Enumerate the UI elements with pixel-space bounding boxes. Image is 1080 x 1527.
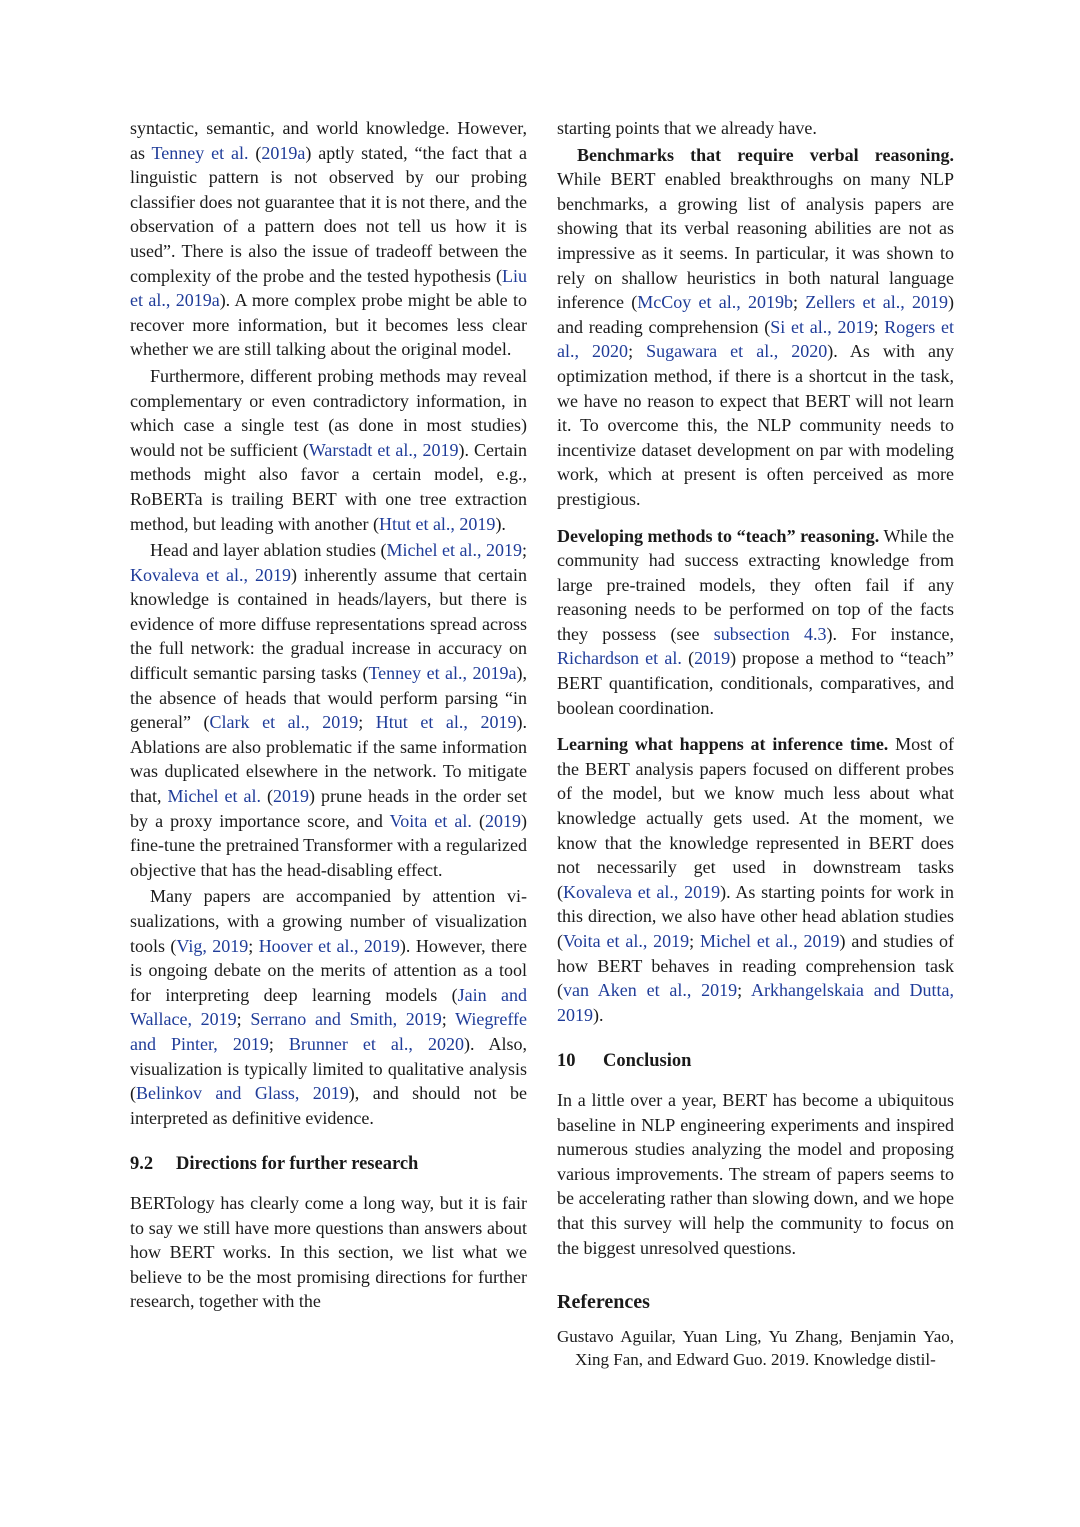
text: ), and should not be interpreted as definitive evidence. bbox=[130, 1083, 527, 1128]
text: syntactic, semantic, and world knowledge. However, as bbox=[130, 118, 527, 163]
text: ). bbox=[593, 1004, 604, 1025]
citation-link[interactable]: Michel et al. bbox=[167, 786, 262, 807]
citation-link[interactable]: Htut et al., 2019 bbox=[375, 712, 517, 733]
citation-link[interactable]: van Aken et al., 2019 bbox=[563, 980, 738, 1001]
text: ( bbox=[471, 810, 485, 831]
text: BERTology has clearly come a long way, but it is fair to say we still have more questions than answers about how BERT works. In this section, we list what we believe to be the most promising directions for further research, together with the bbox=[130, 1192, 527, 1312]
text: While BERT enabled breakthroughs on many NLP benchmarks, a growing list of analysis papers are showing that its verbal reasoning abilities are not as impressive as it seems. In particular, it was shown to rely on shallow heuristics in both natural language inference ( bbox=[557, 169, 954, 313]
text: ). As with any optimization method, if there is a shortcut in the task, we have no reason to expect that BERT will not learn it. To overcome this, the NLP community needs to incentivize dataset development on par with modeling work, which at present is often perceived as more prestigious. bbox=[557, 341, 954, 509]
citation-link[interactable]: Arkhangelskaia and Dutta, 2019 bbox=[557, 980, 954, 1025]
paragraph-conclusion bbox=[557, 1088, 954, 1260]
citation-link[interactable]: Zellers et al., 2019 bbox=[805, 292, 948, 313]
text: starting points that we already have. bbox=[557, 118, 817, 138]
citation-link[interactable]: Rogers et al., 2020 bbox=[557, 316, 954, 362]
paragraph-benchmarks bbox=[557, 143, 954, 512]
text: ). bbox=[495, 513, 506, 534]
text: ), the absence of heads that would perform parsing “in general” ( bbox=[130, 663, 527, 733]
text: ; bbox=[441, 1009, 456, 1030]
text: ) fine-tune the pretrained Transformer with a regularized objective that has the head-disabling effect. bbox=[130, 810, 527, 880]
citation-link[interactable]: Voita et al. bbox=[389, 810, 472, 831]
text: ). As starting points for work in this direction, we also have other head ablation studies ( bbox=[557, 881, 954, 951]
citation-link[interactable]: Htut et al., 2019 bbox=[378, 513, 496, 534]
paragraph-starting-points bbox=[557, 116, 954, 141]
section-number: 9.2 bbox=[130, 1154, 154, 1175]
paragraph-bertology bbox=[130, 1191, 527, 1314]
text: ; bbox=[248, 935, 259, 956]
citation-link[interactable]: Voita et al., 2019 bbox=[563, 931, 690, 951]
text: ) and studies of how BERT behaves in reading comprehension task ( bbox=[557, 931, 954, 1001]
citation-link[interactable]: 2019a bbox=[261, 142, 306, 163]
citation-link[interactable]: 2019 bbox=[694, 648, 731, 669]
citation-link[interactable]: Kovaleva et al., 2019 bbox=[130, 564, 292, 585]
text: While the community had success extracting knowledge from large pre-trained models, they often fail if any reasoning needs to be performed on top of the facts they possess (see bbox=[557, 525, 954, 644]
text: ). However, there is ongoing debate on the merits of attention as a tool for interpreting deep learning models ( bbox=[130, 935, 527, 1005]
text: ). Certain methods might also favor a certain model, e.g., RoBERTa is trailing BERT with one tree extraction method, but leading with another ( bbox=[130, 439, 528, 534]
citation-link[interactable]: 2019 bbox=[485, 810, 521, 831]
run-in-heading: Benchmarks that require verbal reasoning. bbox=[577, 144, 954, 165]
text: Many papers are accompanied by attention visualizations, with a growing number of visualization tools ( bbox=[130, 886, 527, 956]
text: ; bbox=[236, 1009, 251, 1030]
text: ) and reading comprehension ( bbox=[557, 292, 954, 337]
section-title: Conclusion bbox=[603, 1051, 692, 1072]
right-column bbox=[557, 116, 954, 1371]
text: ; bbox=[873, 316, 885, 337]
citation-link[interactable]: Serrano and Smith, 2019 bbox=[250, 1009, 442, 1030]
references-heading: References bbox=[557, 1291, 650, 1314]
citation-link[interactable]: Michel et al., 2019 bbox=[386, 540, 522, 561]
citation-link[interactable]: Hoover et al., 2019 bbox=[258, 935, 400, 956]
text: ). Also, visualization is typically limited to qualitative analysis ( bbox=[130, 1033, 528, 1104]
text: Most of the BERT analysis papers focused on different probes of the model, but we know much less about what knowledge actually gets used. At the moment, we know that the knowledge represented in BERT does not necessarily get used in downstream tasks ( bbox=[557, 734, 954, 902]
citation-link[interactable]: subsection 4.3 bbox=[713, 623, 827, 644]
citation-link[interactable]: Jain and Wallace, 2019 bbox=[130, 984, 528, 1030]
citation-link[interactable]: Tenney et al., 2019a bbox=[368, 663, 517, 684]
paragraph-probing-methods bbox=[130, 364, 527, 536]
citation-link[interactable]: Warstadt et al., 2019 bbox=[308, 439, 459, 460]
citation-link[interactable]: Clark et al., 2019 bbox=[209, 712, 359, 733]
citation-link[interactable]: Brunner et al., 2020 bbox=[288, 1033, 464, 1054]
paragraph-probing-limits bbox=[130, 116, 527, 362]
text: ; bbox=[628, 341, 647, 362]
paragraph-attention-visualization bbox=[130, 884, 527, 1130]
citation-link[interactable]: Richardson et al. bbox=[557, 648, 682, 669]
section-number: 10 bbox=[557, 1051, 576, 1072]
citation-link[interactable]: Kovaleva et al., 2019 bbox=[563, 881, 721, 902]
text: ). For instance, bbox=[826, 623, 954, 644]
citation-link[interactable]: McCoy et al., 2019b bbox=[637, 292, 793, 313]
text: ) aptly stated, “the fact that a linguistic pattern is not observed by our probing classifier does not guarantee that it is not there, and the observation of a pattern does not tell us how it is used”. There is also the issue of tradeoff between the complexity of the probe and the tested hypothesis ( bbox=[130, 142, 528, 286]
paragraph-ablation-studies bbox=[130, 538, 527, 882]
text: ; bbox=[737, 980, 751, 1001]
text: ; bbox=[358, 712, 376, 733]
citation-link[interactable]: Tenney et al. bbox=[151, 142, 249, 163]
section-heading-10 bbox=[557, 1049, 954, 1074]
section-heading-9-2 bbox=[130, 1152, 527, 1177]
text: ; bbox=[522, 540, 528, 561]
section-title: Directions for further research bbox=[176, 1154, 419, 1175]
left-column bbox=[130, 116, 527, 1314]
text: ( bbox=[261, 786, 274, 807]
text: ; bbox=[689, 931, 701, 951]
citation-link[interactable]: Si et al., 2019 bbox=[770, 316, 874, 337]
citation-link[interactable]: Wiegreffe and Pinter, 2019 bbox=[130, 1009, 527, 1054]
text: ( bbox=[248, 142, 262, 163]
text: ). A more complex probe might be able to recover more information, but it becomes less clear whether we are still talking about the original model. bbox=[130, 290, 527, 360]
text: Head and layer ablation studies ( bbox=[150, 540, 387, 561]
text: ) prune heads in the order set by a proxy importance score, and bbox=[130, 786, 528, 831]
citation-link[interactable]: 2019 bbox=[273, 786, 310, 807]
citation-link[interactable]: Vig, 2019 bbox=[176, 935, 249, 956]
paragraph-teach-reasoning bbox=[557, 524, 954, 721]
text: ; bbox=[268, 1033, 289, 1054]
text: ( bbox=[681, 648, 695, 669]
citation-link[interactable]: Sugawara et al., 2020 bbox=[646, 341, 828, 362]
text: ). Ablations are also problematic if the same information was duplicated elsewhere in the network. To mitigate that, bbox=[130, 712, 527, 807]
paragraph-inference-time bbox=[557, 732, 954, 1027]
text: ; bbox=[792, 292, 806, 313]
reference-entry[interactable]: Gustavo Aguilar, Yuan Ling, Yu Zhang, Benjamin Yao, Xing Fan, and Edward Guo. 2019. Knowledge distil- bbox=[557, 1326, 954, 1369]
text: Furthermore, different probing methods may reveal complementary or even contradictory information, in which case a single test (as done in most studies) would not be sufficient ( bbox=[130, 365, 527, 460]
text: ) propose a method to “teach” BERT quantification, conditionals, comparatives, and boolean coordination. bbox=[557, 648, 954, 718]
citation-link[interactable]: Belinkov and Glass, 2019 bbox=[136, 1083, 349, 1104]
run-in-heading: Developing methods to “teach” reasoning. bbox=[557, 525, 880, 546]
text: ) inherently assume that certain knowledge is contained in heads/layers, but there is evidence of more diffuse representations spread across the full network: the gradual increase in accuracy on difficult semantic parsing tasks ( bbox=[130, 564, 528, 684]
run-in-heading: Learning what happens at inference time. bbox=[557, 734, 889, 755]
text: In a little over a year, BERT has become a ubiquitous baseline in NLP engineering experiments and inspired numerous studies analyzing the model and proposing various improvements. The stream of papers seems to be accelerating rather than slowing down, and we hope that this survey will help the community to focus on the biggest unresolved questions. bbox=[557, 1089, 954, 1258]
citation-link[interactable]: Liu et al., 2019a bbox=[130, 265, 527, 311]
citation-link[interactable]: Michel et al., 2019 bbox=[700, 931, 840, 951]
